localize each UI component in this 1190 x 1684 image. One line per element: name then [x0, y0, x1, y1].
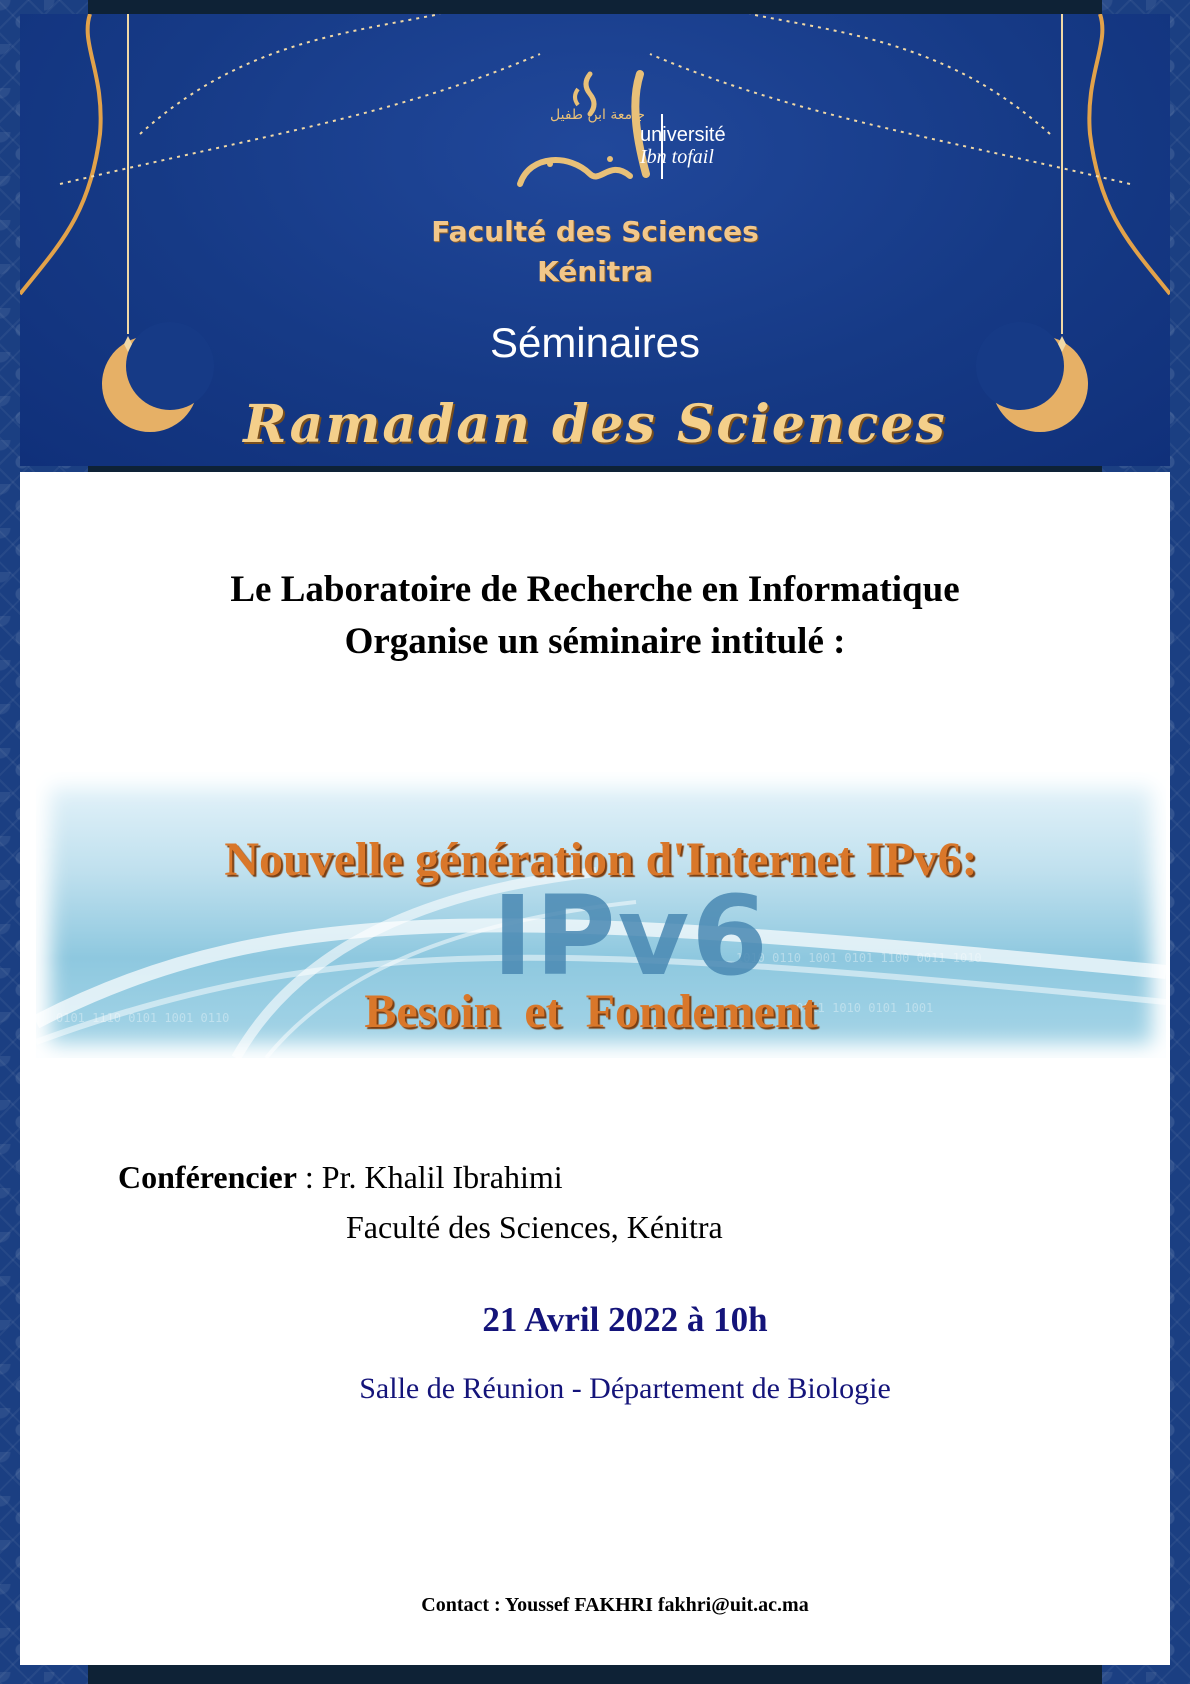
- university-arabic-name: جامعة ابن طفيل: [550, 107, 646, 123]
- speaker-affiliation: Faculté des Sciences, Kénitra: [346, 1209, 723, 1245]
- intro-line1: Le Laboratoire de Recherche en Informatique: [230, 569, 960, 610]
- intro-line2: Organise un séminaire intitulé :: [344, 621, 846, 662]
- university-name: [640, 124, 726, 168]
- seminar-title: Nouvelle génération d'Internet IPv6:: [224, 833, 978, 886]
- speaker-label: Conférencier: [118, 1159, 297, 1195]
- seminar-banner: [36, 772, 1166, 1058]
- svg-text:1010 0110 1001 0101 1100 0011: 1010 0110 1001 0101 1100 0011 1010: [736, 951, 982, 965]
- speaker-block: [118, 1152, 723, 1245]
- contact-info: Contact : Youssef FAKHRI fakhri@uit.ac.ma: [421, 1594, 809, 1616]
- university-line1: université: [640, 124, 726, 146]
- university-line2: Ibn tofail: [640, 146, 714, 168]
- ipv6-logo-text: IPv6: [492, 872, 770, 1000]
- seminar-subtitle: Besoin et Fondement: [364, 985, 818, 1038]
- seminar-location: Salle de Réunion - Département de Biologie: [359, 1372, 891, 1405]
- seminar-date: 21 Avril 2022 à 10h: [482, 1300, 768, 1339]
- svg-text:0011 1010 0101 1001: 0011 1010 0101 1001: [796, 1001, 934, 1015]
- speaker-separator: :: [296, 1159, 322, 1195]
- poster-body: [20, 472, 1170, 1665]
- faculty-name: Faculté des Sciences: [431, 215, 759, 248]
- faculty-title: [20, 212, 1170, 292]
- speaker-name: Pr. Khalil Ibrahimi: [321, 1159, 563, 1195]
- svg-text:0101 1110 0101 1001 0110: 0101 1110 0101 1001 0110: [56, 1011, 230, 1025]
- intro-text: [20, 564, 1170, 668]
- faculty-city: Kénitra: [537, 255, 653, 288]
- header-banner: [20, 14, 1170, 466]
- series-title: Séminaires: [489, 319, 701, 366]
- event-title: Ramadan des Sciences: [243, 394, 947, 455]
